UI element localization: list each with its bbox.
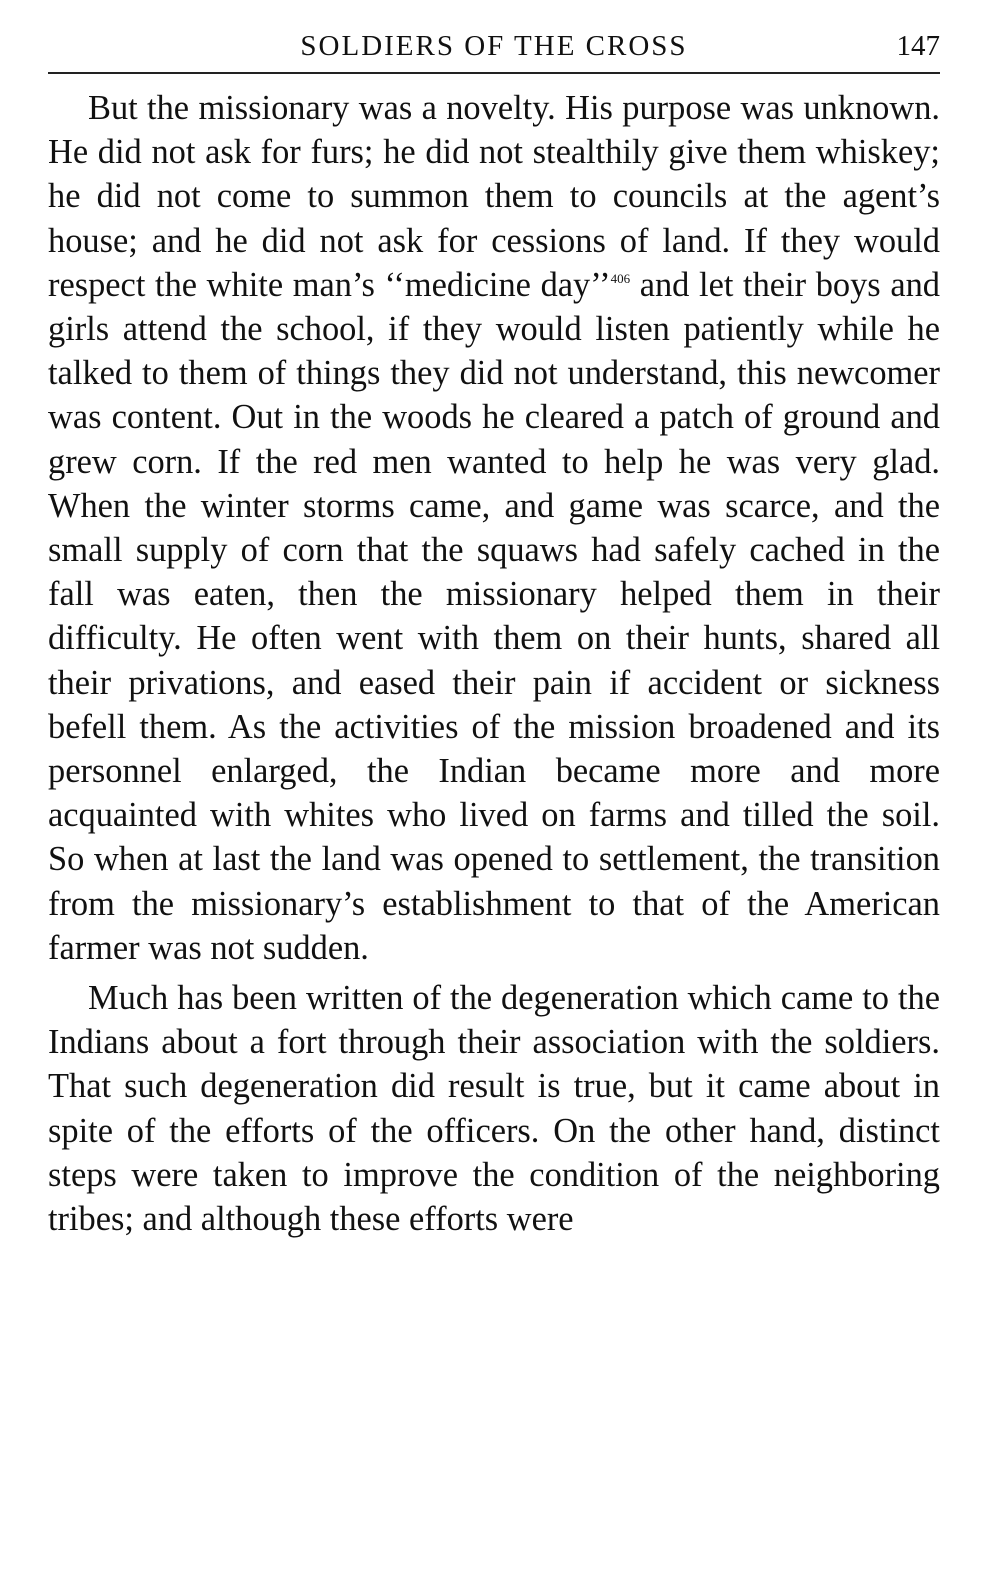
footnote-reference: 406 [610,270,631,286]
paragraph-1-text-b: and let their boys and girls attend the school, if they would listen patiently while he talked to them of things they did not understand, this newcomer was content. Out in the woods he cleared a patch of ground and grew corn. If the red men wanted to help he was very glad. When the winter storms came, and game was scarce, and the small supply of corn that the squaws had safely cached in the fall was eaten, then the missionary helped them in their difficulty. He often went with them on their hunts, shared all their privations, and eased their pain if accident or sickness befell them. As the activities of the mission broadened and its personnel enlarged, the Indian became more and more acquainted with whites who lived on farms and tilled the soil. So when at last the land was opened to settlement, the transition from the missionary’s establishment to that of the American farmer was not sudden. [48,265,940,967]
paragraph-1-text-a: But the missionary was a novelty. His purpose was unknown. He did not ask for furs; he did not stealthily give them whiskey; he did not come to summon them to councils at the agent’s house; and he did not ask for cessions of land. If they would respect the white man’s ‘‘medicine day’’ [48,89,940,304]
paragraph-1 [48,86,940,970]
book-page [48,22,940,1247]
paragraph-2: Much has been written of the degeneration which came to the Indians about a fort through their association with the soldiers. That such degeneration did result is true, but it came about in spite of the efforts of the officers. On the other hand, distinct steps were taken to improve the condition of the neighboring tribes; and although these efforts were [48,979,940,1239]
running-head [48,22,940,74]
running-title: SOLDIERS OF THE CROSS [300,30,688,62]
body-text [48,86,940,1241]
page-number: 147 [896,30,940,62]
